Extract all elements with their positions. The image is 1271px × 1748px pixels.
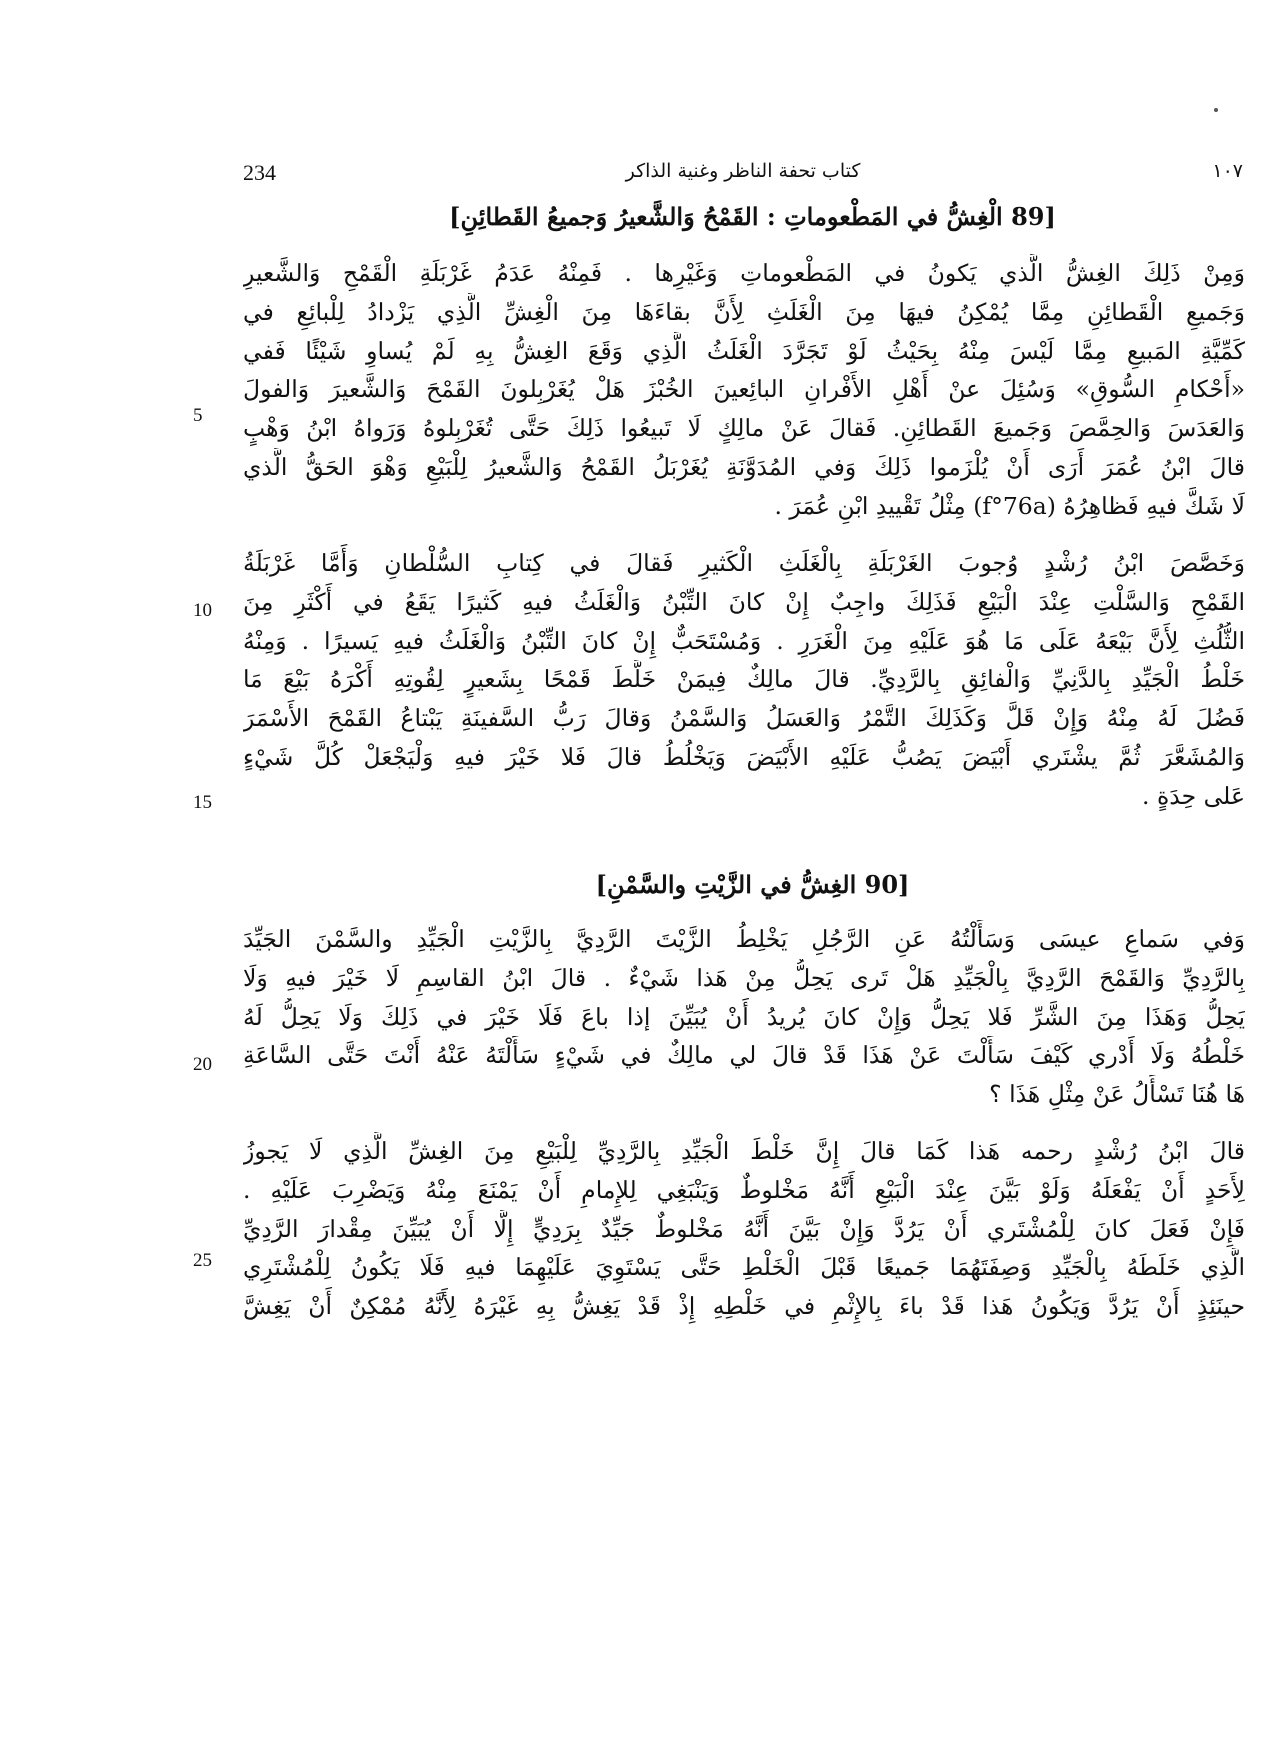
text-line: فَضُلَ لَهُ مِنْهُ وَإِنْ قَلَّ وَكَذَلِكَ التَّمْرُ وَالعَسَلُ وَالسَّمْنُ وَقالَ رَبُّ السَّفينَةِ يَبْتاعُ القَمْحَ الأَسْمَرَ — [243, 704, 1245, 733]
text-line: كَمِّيَّةِ المَبيعِ مِمَّا لَيْسَ مِنْهُ بِحَيْثُ لَوْ تَجَرَّدَ الْغَلَثُ الَّذِي وَقَعَ الغِشُّ بِهِ لَمْ يُساوِ شَيْئًا فَفي — [243, 336, 1245, 365]
section-heading-90: [90 الغِشُّ في الزَّيْتِ والسَّمْنِ] — [595, 870, 910, 899]
text-line: الَّذِي خَلَطَهُ بِالْجَيِّدِ وَصِفَتَهُمَا جَميعًا قَبْلَ الْخَلْطِ حَتَّى يَسْتَوِيَ عَلَيْهِمَا فيهِ فَلَا يَكُونُ لِلْمُشْتَرِي — [243, 1253, 1245, 1282]
paragraph — [243, 254, 1245, 526]
line-number: 15 — [193, 792, 212, 813]
text-line: لَا شَكَّ فيهِ فَظاهِرُهُ (f°76a) مِثْلُ تَقْييدِ ابْنِ عُمَرَ . — [774, 491, 1245, 520]
text-line: وَالمُشَعَّرَ ثُمَّ يشْتَري أَبْيَضَ يَصُبُّ عَلَيْهِ الأَبْيَضَ وَيَخْلُطُ قالَ فَلا خَيْرَ فيهِ وَلْيَجْعَلْ كُلَّ شَيْءٍ — [243, 742, 1245, 771]
text-line: وَجَميعِ الْقَطائِنِ مِمَّا يُمْكِنُ فيهَا مِنَ الْغَلَثِ لِأَنَّ بقاءَهَا مِنَ الْغِشِّ الَّذِي يَزْدادُ لِلْبائِعِ في — [243, 297, 1245, 326]
line-number: 10 — [193, 600, 212, 621]
running-head — [243, 160, 1243, 194]
text-line: القَمْحِ وَالسَّلْتِ عِنْدَ الْبَيْعِ فَذَلِكَ واجِبٌ إِنْ كانَ التِّبْنُ وَالْغَلَثُ فيهِ كَثيرًا يَقَعُ في أَكْثَرِ مِنَ — [243, 587, 1245, 616]
text-line: هَا هُنَا تَسْأَلُ عَنْ مِثْلِ هَذَا ؟ — [989, 1080, 1245, 1109]
paragraph — [243, 1132, 1245, 1326]
text-line: عَلى حِدَةٍ . — [1142, 781, 1245, 810]
text-line: حينَئِذٍ أَنْ يَرُدَّ وَيَكُونُ هَذا قَدْ باءَ بِالإِثْمِ في خَلْطِهِ إِذْ قَدْ يَغِشُّ بِهِ غَيْرَهُ لِأَنَّهُ مُمْكِنٌ أَنْ يَغِشَّ — [243, 1292, 1245, 1321]
text-line: قالَ ابْنُ عُمَرَ أَرَى أَنْ يُلْزَموا ذَلِكَ وَفي المُدَوَّنَةِ يُغَرْبَلُ القَمْحُ وَالشَّعيرُ لِلْبَيْعِ وَهْوَ الحَقُّ الَّذي — [243, 452, 1245, 481]
section-heading-89: [89 الْغِشُّ في المَطْعوماتِ : القَمْحُ وَالشَّعيرُ وَجميعُ القَطائِنِ] — [449, 202, 1056, 231]
book-title: كتاب تحفة الناظر وغنية الذاكر — [625, 160, 861, 182]
text-line: خَلْطُ الْجَيِّدِ بِالدَّنِيِّ وَالْفائِقِ بِالرَّدِيِّ. قالَ مالِكٌ فِيمَنْ خَلَّطَ قَمْحًا بِشَعيرٍ لِقُوتِهِ أَكْرَهُ بَيْعَ مَا — [243, 665, 1245, 694]
paragraph — [243, 920, 1245, 1114]
corner-speck — [1214, 108, 1218, 112]
line-number: 25 — [193, 1250, 212, 1271]
page-number: 234 — [243, 160, 276, 185]
text-line: لِأَحَدٍ أَنْ يَفْعَلَهُ وَلَوْ بَيَّنَ عِنْدَ الْبَيْعِ أَنَّهُ مَخْلوطٌ وَيَنْبَغِي لِلإِمامِ أَنْ يَمْنَعَ مِنْهُ وَيَضْرِبَ عَلَيْهِ . — [243, 1175, 1245, 1204]
text-line: وَخَصَّصَ ابْنُ رُشْدٍ وُجوبَ الغَرْبَلَةِ بِالْغَلَثِ الْكَثيرِ فَقالَ في كِتابِ السُّلْطانِ وَأَمَّا غَرْبَلَةُ — [243, 549, 1245, 577]
line-number: 5 — [193, 405, 203, 426]
text-line: «أَحْكامِ السُّوقِ» وَسُئِلَ عنْ أَهْلِ الأَفْرانِ البائِعينَ الخُبْزَ هَلْ يُغَرْبِلونَ القَمْحَ وَالشَّعيرَ وَالفولَ — [243, 375, 1245, 404]
text-line: قالَ ابْنُ رُشْدٍ رحمه هَذا كَمَا قالَ إِنَّ خَلْطَ الْجَيِّدِ بِالرَّدِيِّ لِلْبَيْعِ مِنَ الغِشِّ الَّذِي لَا يَجوزُ — [243, 1137, 1245, 1165]
text-line: وَالعَدَسَ وَالحِمَّصَ وَجَميعَ القَطائِنِ. فَقالَ عَنْ مالِكٍ لَا تَبيعُوا ذَلِكَ حَتَّى تُغَرْبِلوهُ وَرَواهُ ابْنُ وَهْبٍ — [243, 414, 1245, 443]
line-number: 20 — [193, 1054, 212, 1075]
text-line: وَمِنْ ذَلِكَ الغِشُّ الَّذي يَكونُ في المَطْعوماتِ وَغَيْرِها . فَمِنْهُ عَدَمُ غَرْبَلَةِ الْقَمْحِ وَالشَّعيرِ — [243, 259, 1245, 287]
text-line: فَإِنْ فَعَلَ كانَ لِلْمُشْتَري أَنْ يَرُدَّ وَإِنْ بَيَّنَ أَنَّهُ مَخْلوطٌ جَيِّدٌ بِرَدِيٍّ إِلَّا أَنْ يُبَيِّنَ مِقْدارَ الرَّدِيِّ — [243, 1214, 1245, 1243]
paragraph — [243, 544, 1245, 816]
text-line: خَلْطُهُ وَلَا أَدْري كَيْفَ سَأَلْتَ عَنْ هَذَا قَدْ قالَ لي مالِكٌ في شَيْءٍ سَأَلْتَهُ عَنْهُ أَنْتَ حَتَّى السَّاعَةِ — [243, 1041, 1245, 1070]
text-line: بِالرَّدِيِّ وَالقَمْحَ الرَّدِيَّ بِالْجَيِّدِ هَلْ تَرى يَحِلُّ مِنْ هَذا شَيْءٌ . قالَ ابْنُ القاسِمِ لَا خَيْرَ فيهِ وَلَا — [243, 963, 1245, 992]
folio-number: ١٠٧ — [1212, 160, 1243, 182]
text-line: وَفي سَماعِ عيسَى وَسَأَلْتُهُ عَنِ الرَّجُلِ يَخْلِطُ الزَّيْتَ الرَّدِيَّ بِالزَّيْتِ الْجَيِّدِ والسَّمْنَ الجَيِّدَ — [243, 925, 1245, 953]
text-line: يَحِلُّ وَهَذَا مِنَ الشَّرِّ فَلا يَحِلُّ وَإِنْ كانَ يُريدُ أَنْ يُبَيِّنَ إذا باعَ فَلَا خَيْرَ في ذَلِكَ وَلَا يَحِلُّ لَهُ — [243, 1002, 1245, 1031]
text-line: الثُّلُثِ لِأَنَّ بَيْعَهُ عَلَى مَا هُوَ عَلَيْهِ مِنَ الْغَرَرِ . وَمُسْتَحَبٌّ إِنْ كانَ التِّبْنُ وَالْغَلَثُ فيهِ يَسيرًا . وَمِنْهُ — [243, 626, 1245, 655]
